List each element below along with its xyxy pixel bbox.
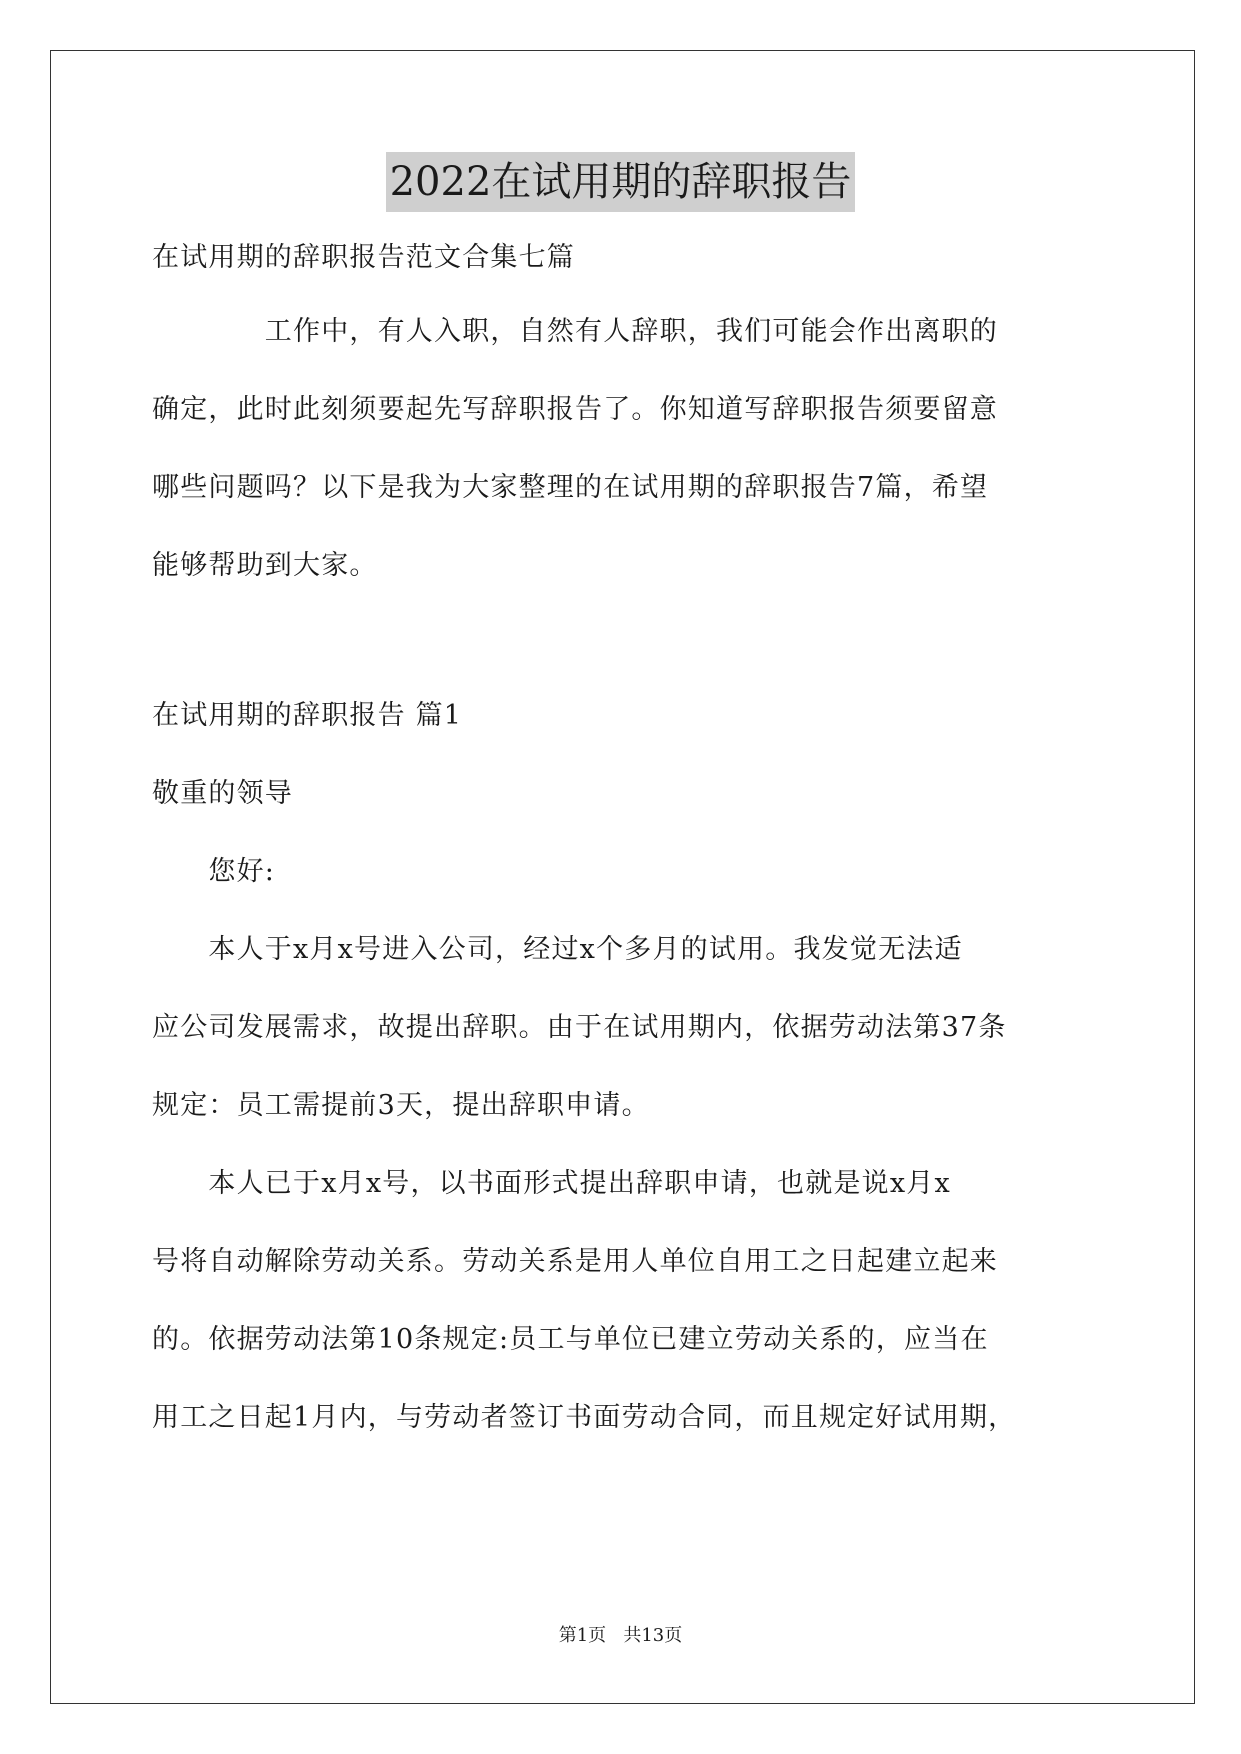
paragraph-line: 确定，此时此刻须要起先写辞职报告了。你知道写辞职报告须要留意 (152, 394, 998, 425)
paragraph-line: 应公司发展需求，故提出辞职。由于在试用期内，依据劳动法第37条 (152, 1012, 1007, 1043)
paragraph-line: 用工之日起1月内，与劳动者签订书面劳动合同，而且规定好试用期， (152, 1402, 1017, 1433)
paragraph-line: 工作中，有人入职，自然有人辞职，我们可能会作出离职的 (152, 316, 998, 347)
paragraph-line: 能够帮助到大家。 (152, 550, 378, 581)
paragraph-line: 本人已于x月x号，以书面形式提出辞职申请，也就是说x月x (152, 1168, 951, 1199)
paragraph-line: 规定：员工需提前3天，提出辞职申请。 (152, 1090, 650, 1121)
title-container (0, 152, 1241, 212)
document-title: 2022在试用期的辞职报告 (386, 152, 856, 212)
section-heading: 在试用期的辞职报告 篇1 (152, 700, 463, 731)
paragraph-line: 号将自动解除劳动关系。劳动关系是用人单位自用工之日起建立起来 (152, 1246, 998, 1277)
subtitle-line: 在试用期的辞职报告范文合集七篇 (152, 242, 575, 273)
paragraph-line: 本人于x月x号进入公司，经过x个多月的试用。我发觉无法适 (152, 934, 963, 965)
page-footer: 第1页 共13页 (558, 1625, 683, 1646)
paragraph-line: 哪些问题吗？以下是我为大家整理的在试用期的辞职报告7篇，希望 (152, 472, 989, 503)
paragraph-line: 的。依据劳动法第10条规定:员工与单位已建立劳动关系的，应当在 (152, 1324, 989, 1355)
salutation: 敬重的领导 (152, 778, 293, 809)
greeting: 您好: (152, 856, 276, 887)
